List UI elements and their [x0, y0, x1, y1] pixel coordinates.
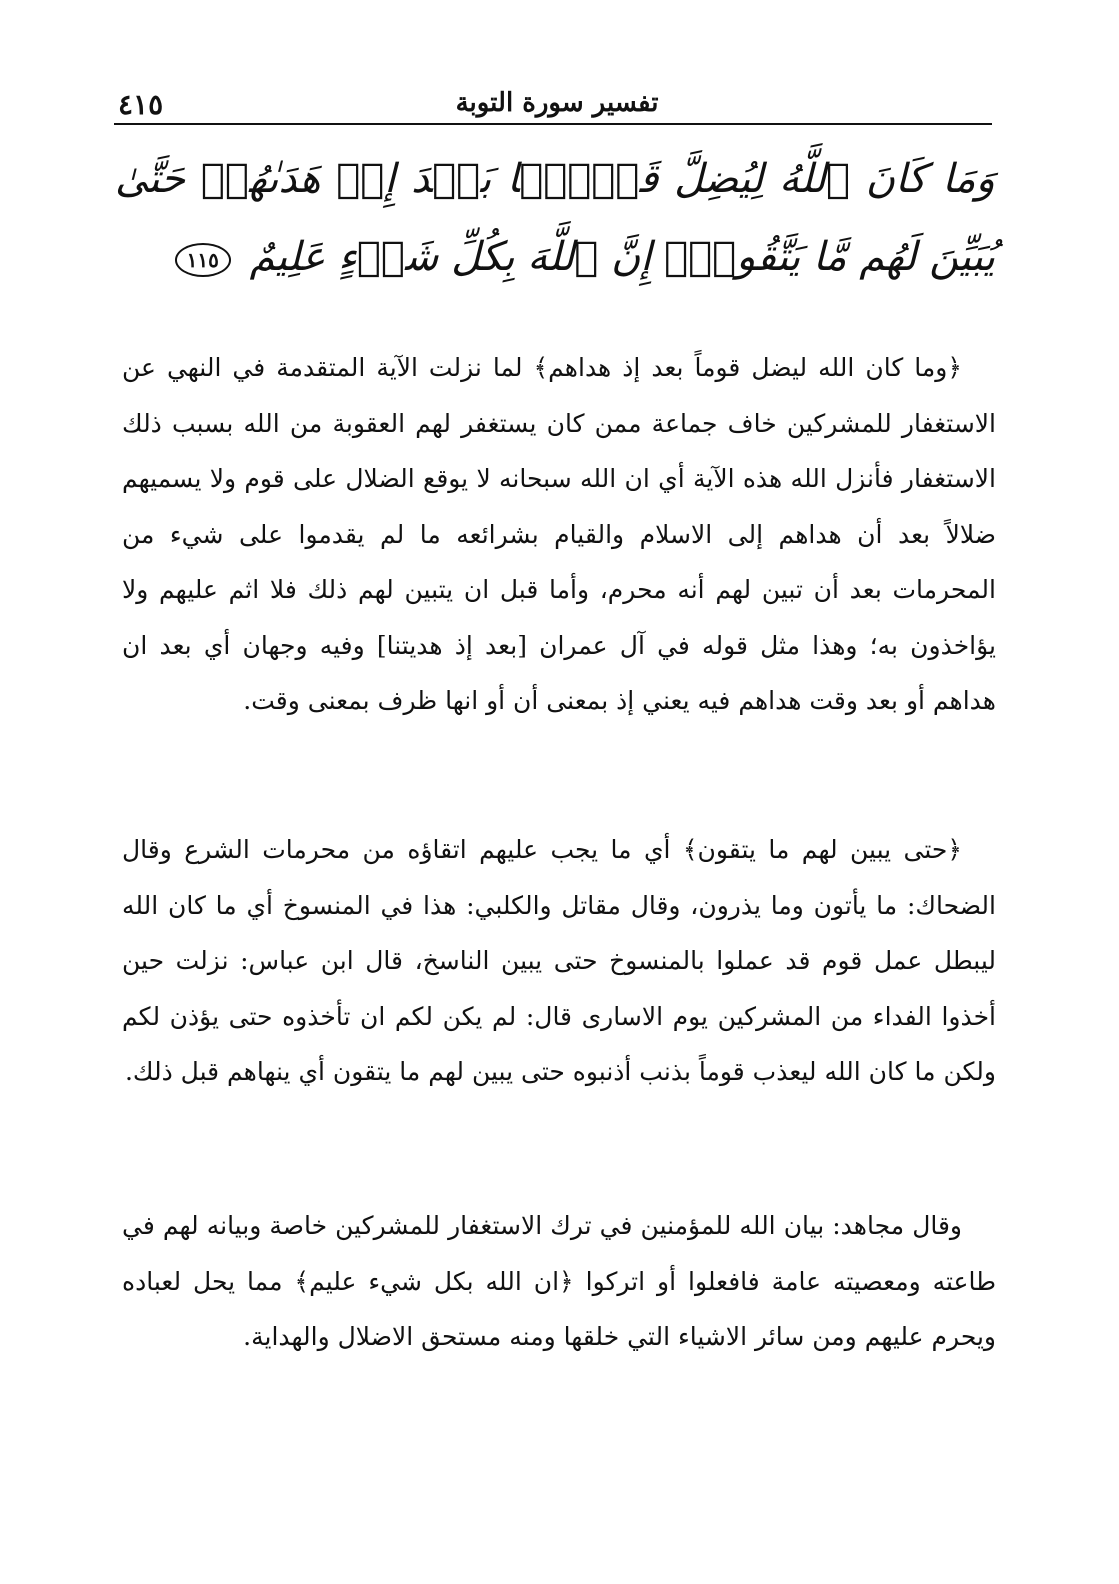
- running-title: تفسير سورة التوبة: [455, 88, 659, 118]
- running-header: [118, 82, 996, 126]
- ayah-number-marker: ١١٥: [175, 243, 231, 277]
- header-divider: [114, 123, 992, 125]
- commentary-paragraph-3: وقال مجاهد: بيان الله للمؤمنين في ترك الاستغفار للمشركين خاصة وبيانه لهم في طاعته ومعصيته عامة فافعلوا أو اتركوا ﴿ان الله بكل شيء عليم﴾ مما يحل لعباده ويحرم عليهم ومن سائر الاشياء التي خلقها ومنه مستحق الاضلال والهداية.: [122, 1211, 996, 1351]
- verse-text: وَمَا كَانَ ٱللَّهُ لِيُضِلَّ قَوۡمَۢا بَعۡدَ إِذۡ هَدَىٰهُمۡ حَتَّىٰ يُبَيِّنَ لَهُم مَّا يَتَّقُونَۚ إِنَّ ٱللَّهَ بِكُلِّ شَيۡءٍ عَلِيمٌ: [115, 156, 995, 280]
- commentary-paragraph-1: ﴿وما كان الله ليضل قوماً بعد إذ هداهم﴾ لما نزلت الآية المتقدمة في النهي عن الاستغفار للمشركين خاف جماعة ممن كان يستغفر لهم العقوبة من الله بسبب ذلك الاستغفار فأنزل الله هذه الآية أي ان الله سبحانه لا يوقع الضلال على قوم ولا يسميهم ضلالاً بعد أن هداهم إلى الاسلام والقيام بشرائعه ما لم يقدموا على شيء من المحرمات بعد أن تبين لهم أنه محرم، وأما قبل ان يتبين لهم ذلك فلا اثم عليهم ولا يؤاخذون به؛ وهذا مثل قوله في آل عمران [بعد إذ هديتنا] وفيه وجهان أي بعد ان هداهم أو بعد وقت هداهم فيه يعني إذ بمعنى أن أو انها ظرف بمعنى وقت.: [122, 353, 996, 715]
- quran-verse: [115, 140, 995, 296]
- page-number: ٤١٥: [118, 88, 164, 121]
- commentary-paragraph-2: ﴿حتى يبين لهم ما يتقون﴾ أي ما يجب عليهم اتقاؤه من محرمات الشرع وقال الضحاك: ما يأتون وما يذرون، وقال مقاتل والكلبي: هذا في المنسوخ أي ما كان الله ليبطل عمل قوم قد عملوا بالمنسوخ حتى يبين الناسخ، قال ابن عباس: نزلت حين أخذوا الفداء من المشركين يوم الاسارى قال: لم يكن لكم ان تأخذوه حتى يؤذن لكم ولكن ما كان الله ليعذب قوماً بذنب أذنبوه حتى يبين لهم ما يتقون أي ينهاهم قبل ذلك.: [122, 835, 996, 1086]
